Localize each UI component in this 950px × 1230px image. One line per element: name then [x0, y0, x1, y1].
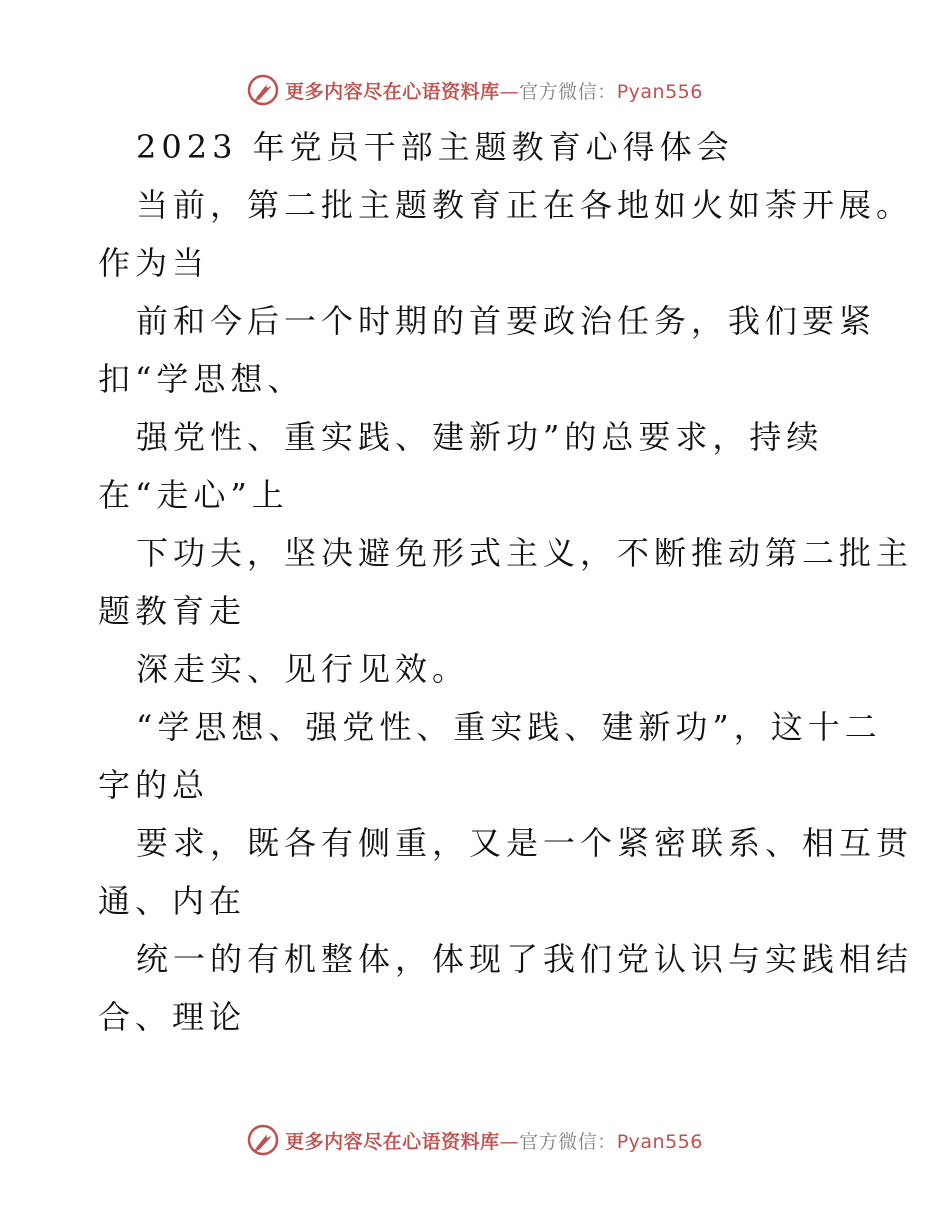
pen-nib-logo-icon — [247, 74, 279, 106]
text-line: 深走实、见行见效。 — [136, 650, 470, 688]
text-line: “学思想、强党性、重实践、建新功”，这十二 — [136, 708, 882, 746]
text-line: 通、内在 — [98, 882, 247, 920]
text-line: 下功夫，坚决避免形式主义，不断推动第二批主 — [136, 534, 914, 572]
banner-dash: — — [499, 80, 520, 103]
footer-banner — [0, 1120, 950, 1160]
banner-lead-text: 更多内容尽在心语资料库 — [285, 1130, 500, 1153]
text-line: 统一的有机整体，体现了我们党认识与实践相结 — [136, 940, 914, 978]
pen-nib-logo-icon — [247, 1124, 279, 1156]
text-line: 扣“学思想、 — [98, 360, 305, 398]
text-line: 作为当 — [98, 244, 210, 282]
text-line: 题教育走 — [98, 592, 247, 630]
banner-label: 官方微信： — [519, 1130, 617, 1153]
text-line: 当前，第二批主题教育正在各地如火如荼开展。 — [136, 186, 914, 224]
banner-account: Pyan556 — [616, 80, 703, 103]
banner-lead-text: 更多内容尽在心语资料库 — [285, 80, 500, 103]
text-line: 要求，既各有侧重，又是一个紧密联系、相互贯 — [136, 824, 914, 862]
text-line: 字的总 — [98, 766, 210, 804]
document-title: 2023 年党员干部主题教育心得体会 — [136, 128, 734, 166]
text-line: 在“走心”上 — [98, 476, 289, 514]
banner-account: Pyan556 — [616, 1130, 703, 1153]
banner-dash: — — [499, 1130, 520, 1153]
document-body — [98, 118, 914, 1046]
text-line: 前和今后一个时期的首要政治任务，我们要紧 — [136, 302, 877, 340]
banner-label: 官方微信： — [519, 80, 617, 103]
text-line: 合、理论 — [98, 998, 247, 1036]
header-banner — [0, 70, 950, 110]
text-line: 强党性、重实践、建新功”的总要求，持续 — [136, 418, 824, 456]
